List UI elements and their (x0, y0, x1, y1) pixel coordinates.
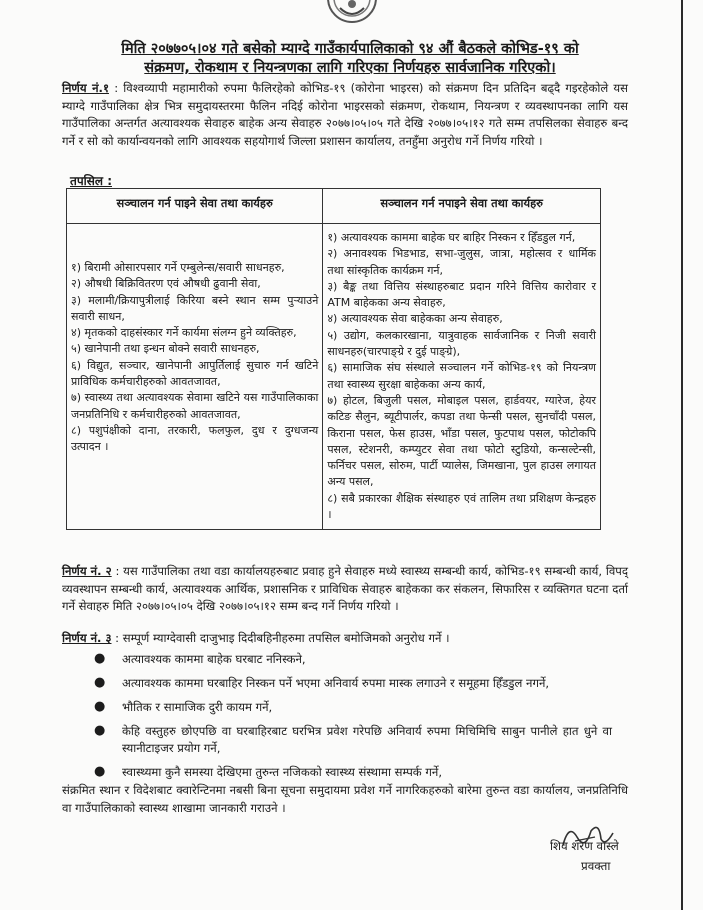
allowed-item: ५) खानेपानी तथा इन्धन बोक्ने सवारी साधनहरु, (71, 342, 260, 356)
decision-1-text: : विश्वव्यापी महामारीको रुपमा फैलिरहेको कोभिड-१९ (कोरोना भाइरस) को संक्रमण दिन प्रतिदिन बढ्दै गइरहेकोले यस म्याग्दे गाउँपालिका क्षेत्र भित्र समुदायस्तरमा फैलिन नदिई कोरोना भाइरसको संक्रमण, रोकथाम, नियन्त्रण र व्यवस्थापनका लागि यस गाउँपालिका अन्तर्गत अत्यावश्यक सेवाहरु बाहेक अन्य सेवाहरु २०७७।०५।०५ गते देखि २०७७।०५।१२ गते सम्म तपसिलका सेवाहरु बन्द गर्ने र सो को कार्यान्वयनको लागि आवश्यक सहयोगार्थ जिल्ला प्रशासन कार्यालय, तनहुँमा अनुरोध गर्ने निर्णय गरियो । (62, 81, 628, 148)
closing-paragraph: संक्रमित स्थान र विदेशबाट क्वारेन्टिनमा नबसी बिना सूचना समुदायमा प्रवेश गर्ने नागरिकहरुको बारेमा तुरुन्त वडा कार्यालय, जनप्रतिनिधि वा गाउँपालिकाको स्वास्थ्य शाखामा जानकारी गराउने । (62, 783, 628, 815)
bullet-icon: ● (94, 723, 106, 738)
restricted-item: ६) सामाजिक संघ संस्थाले सञ्चालन गर्ने कोभिड-१९ को नियन्त्रण तथा स्वास्थ्य सुरक्षा बाहेकका अन्य कार्य, (327, 361, 596, 391)
schedule-table (66, 188, 601, 530)
decision-3-text: : सम्पूर्ण म्याग्देवासी दाजुभाइ दिदीबहिनीहरुमा तपसिल बमोजिमको अनुरोध गर्ने । (115, 631, 450, 645)
schedule-heading: तपसिल : (70, 174, 112, 188)
title-line-1: मिति २०७७०५।०४ गते बसेको म्याग्दे गाउँकार्यपालिकाको ९४ औं बैठकले कोभिड-१९ को (121, 41, 579, 57)
allowed-item: ६) विद्युत, सञ्चार, खानेपानी आपुर्तिलाई सुचारु गर्न खटिने प्राविधिक कर्मचारीहरुको आवतजावत, (71, 358, 319, 389)
decision-2 (62, 563, 628, 616)
restricted-item: ४) अत्यावश्यक सेवा बाहेकका अन्य सेवाहरु, (327, 312, 503, 326)
request-list (92, 651, 612, 788)
decision-2-text: : यस गाउँपालिका तथा वडा कार्यालयहरुबाट प्रवाह हुने सेवाहरु मध्ये स्वास्थ्य सम्बन्धी कार्य, कोभिड-१९ सम्बन्धी कार्य, विपद् व्यवस्थापन सम्बन्धी कार्य, अत्यावश्यक आर्थिक, प्रशासनिक र प्राविधिक सेवाहरु बाहेकका कर संकलन, सिफारिस र व्यक्तिगत घटना दर्ता गर्ने सेवाहरु मिति २०७७।०५।०५ देखि २०७७।०५।१२ सम्म बन्द गर्ने निर्णय गरियो । (62, 564, 629, 613)
restricted-item: २) अनावश्यक भिडभाड, सभा-जुलुस, जात्रा, महोत्सव र धार्मिक तथा सांस्कृतिक कार्यक्रम गर्न, (327, 247, 596, 277)
request-item (92, 699, 612, 716)
municipality-emblem (320, 0, 384, 24)
request-item (92, 764, 612, 781)
restricted-services-cell (323, 224, 601, 530)
allowed-item: ३) मलामी/क्रियापुत्रीलाई किरिया बस्ने स्थान सम्म पुऱ्याउने सवारी साधन, (71, 293, 319, 323)
decision-3-label: निर्णय नं. ३ (62, 631, 112, 645)
title-line-2: संक्रमण, रोकथाम र नियन्त्रणका लागि गरिएका निर्णयहरु सार्वजानिक गरिएको। (144, 60, 556, 76)
allowed-services-cell (67, 224, 323, 530)
allowed-item: ७) स्वास्थ्य तथा अत्यावश्यक सेवामा खटिने यस गाउँपालिकाका जनप्रतिनिधि र कर्मचारीहरुको आवतजावत, (71, 391, 319, 421)
request-text: स्वास्थ्यमा कुनै समस्या देखिएमा तुरुन्त नजिकको स्वास्थ्य संस्थामा सम्पर्क गर्ने, (122, 765, 443, 779)
request-item (92, 651, 612, 668)
request-text: अत्यावश्यक काममा बाहेक घरबाट ननिस्कने, (122, 652, 306, 666)
request-item (92, 675, 612, 692)
bullet-icon: ● (94, 764, 106, 779)
allowed-item: २) औषधी बिक्रिवितरण एवं औषधी ढुवानी सेवा, (71, 277, 261, 291)
restricted-item: १) अत्यावश्यक काममा बाहेक घर बाहिर निस्कन र हिँडडुल गर्न, (327, 231, 576, 244)
request-text: भौतिक र सामाजिक दुरी कायम गर्ने, (122, 700, 273, 714)
decision-1 (62, 80, 628, 150)
request-item (92, 723, 612, 757)
request-text: केहि वस्तुहरु छोएपछि वा घरबाहिरबाट घरभित्र प्रवेश गरेपछि अनिवार्य रुपमा मिचिमिचि साबुन पानीले हात धुने वा स्यानीटाइजर प्रयोग गर्ने, (122, 724, 612, 755)
decision-2-label: निर्णय नं. २ (62, 564, 112, 578)
restricted-item: ७) होटल, बिजुली पसल, मोबाइल पसल, हार्डवयर, ग्यारेज, हेयर कटिङ सैलुन, ब्यूटीपार्लर, कपडा तथा फेन्सी पसल, सुनचाँदी पसल, किराना पसल, फेस हाउस, भाँडा पसल, फुटपाथ पसल, फोटोकपि पसल, स्टेशनरी, कम्प्युटर सेवा तथा फोटो स्टुडियो, कन्सल्टेन्सी, फर्निचर पसल, सोरुम, पार्टी प्यालेस, जिमखाना, पुल हाउस लगायत अन्य पसल, (327, 393, 596, 489)
decision-3 (62, 630, 628, 648)
allowed-item: ८) पशुपंक्षीको दाना, तरकारी, फलफुल, दुध र दुग्धजन्य उत्पादन । (71, 423, 319, 454)
scan-edge-line (681, 0, 683, 910)
signatory-name: शिव शरण वास्ले (550, 839, 619, 853)
allowed-item: ४) मृतकको दाहसंस्कार गर्ने कार्यमा संलग्न हुने व्यक्तिहरु, (71, 326, 297, 340)
col-restricted-header: सञ्चालन गर्न नपाइने सेवा तथा कार्यहरु (323, 189, 601, 224)
restricted-item: ५) उद्योग, कलकारखाना, यात्रुवाहक सार्वजानिक र निजी सवारी साधनहरु(चारपाङ्ग्रे र दुई पाङ्ग्रे), (327, 328, 596, 359)
decision-1-label: निर्णय नं.१ (62, 81, 109, 95)
restricted-item: ३) बैङ्क तथा वित्तिय संस्थाहरुबाट प्रदान गरिने वित्तिय कारोवार र ATM बाहेकका अन्य सेवाहरु, (327, 279, 596, 310)
restricted-item: ८) सबै प्रकारका शैक्षिक संस्थाहरु एवं तालिम तथा प्रशिक्षण केन्द्रहरु । (327, 491, 596, 522)
bullet-icon: ● (94, 675, 106, 690)
bullet-icon: ● (94, 699, 106, 714)
request-text: अत्यावश्यक काममा घरबाहिर निस्कन पर्ने भएमा अनिवार्य रुपमा मास्क लगाउने र समूहमा हिँडडुल नगर्ने, (122, 676, 550, 690)
allowed-item: १) बिरामी ओसारपसार गर्ने एम्बुलेन्स/सवारी साधनहरु, (71, 261, 285, 274)
signatory-role: प्रवक्ता (581, 859, 611, 873)
document-title (60, 40, 640, 78)
col-allowed-header: सञ्चालन गर्न पाइने सेवा तथा कार्यहरु (67, 189, 323, 224)
bullet-icon: ● (94, 651, 106, 666)
